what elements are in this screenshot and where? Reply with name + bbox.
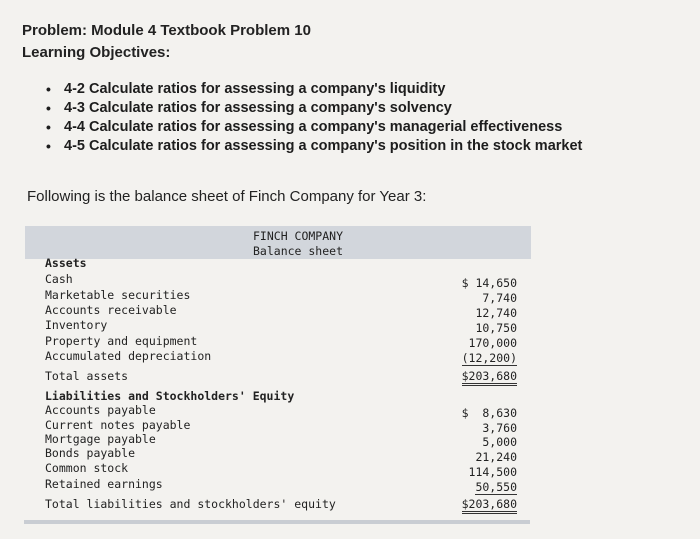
bullet-icon: •: [46, 138, 51, 154]
balance-sheet: [25, 226, 531, 526]
asset-value: (12,200): [461, 351, 517, 365]
objective-item: [44, 118, 582, 137]
asset-label: Cash: [45, 272, 73, 286]
total-liabilities-value: $203,680: [462, 497, 517, 514]
objective-item: [44, 99, 582, 118]
learning-objectives-list: [44, 80, 582, 156]
total-assets-value: $203,680: [462, 369, 517, 386]
asset-value: 170,000: [468, 336, 517, 350]
asset-label: Property and equipment: [45, 334, 198, 348]
objective-text: 4-4 Calculate ratios for assessing a company's managerial effectiveness: [64, 119, 563, 135]
assets-heading: Assets: [45, 256, 87, 270]
asset-label: Accounts receivable: [45, 303, 177, 317]
page-header: [22, 20, 311, 64]
liability-value: $ 8,630: [461, 406, 517, 420]
liability-label: Mortgage payable: [45, 432, 156, 446]
asset-label: Inventory: [45, 318, 108, 332]
statement-title: Balance sheet: [253, 244, 344, 258]
learning-objectives-title: Learning Objectives:: [22, 44, 171, 61]
bullet-icon: •: [46, 81, 51, 97]
problem-title: Problem: Module 4 Textbook Problem 10: [22, 22, 311, 39]
liability-value: 3,760: [482, 421, 517, 435]
total-assets-label: Total assets: [45, 369, 129, 383]
bullet-icon: •: [46, 100, 51, 116]
balance-sheet-header: [25, 226, 531, 259]
asset-value: 7,740: [482, 291, 517, 305]
liability-value: 5,000: [482, 435, 517, 449]
asset-label: Marketable securities: [45, 288, 191, 302]
asset-value: 12,740: [475, 306, 517, 320]
company-name: FINCH COMPANY: [253, 229, 344, 243]
liability-label: Bonds payable: [45, 446, 136, 460]
objective-text: 4-5 Calculate ratios for assessing a company's position in the stock market: [64, 138, 583, 154]
liability-value: 21,240: [475, 450, 517, 464]
liability-label: Current notes payable: [45, 418, 191, 432]
liabilities-heading: Liabilities and Stockholders' Equity: [45, 389, 295, 403]
table-bottom-rule: [24, 520, 530, 524]
liability-value: 114,500: [468, 465, 517, 479]
objective-item: [44, 80, 582, 99]
asset-value: $ 14,650: [461, 276, 517, 290]
liability-value: 50,550: [475, 480, 517, 494]
asset-value: 10,750: [475, 321, 517, 335]
intro-text: Following is the balance sheet of Finch Company for Year 3:: [27, 188, 427, 205]
liability-label: Common stock: [45, 461, 129, 475]
objective-text: 4-3 Calculate ratios for assessing a company's solvency: [64, 100, 452, 116]
bullet-icon: •: [46, 119, 51, 135]
objective-item: [44, 137, 582, 156]
asset-label: Accumulated depreciation: [45, 349, 212, 363]
liability-label: Retained earnings: [45, 477, 163, 491]
total-liabilities-label: Total liabilities and stockholders' equity: [45, 497, 336, 511]
liability-label: Accounts payable: [45, 403, 156, 417]
objective-text: 4-2 Calculate ratios for assessing a company's liquidity: [64, 81, 446, 97]
